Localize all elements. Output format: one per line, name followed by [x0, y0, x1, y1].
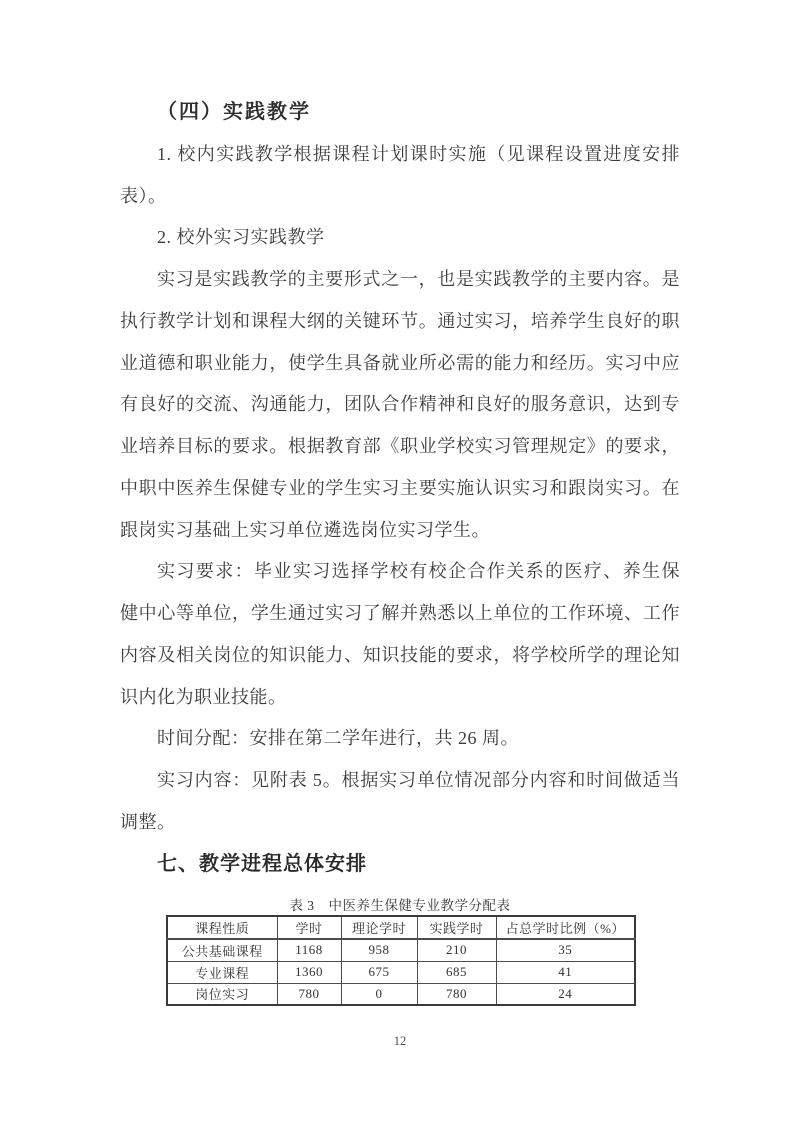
section-heading-practical-teaching: （四）实践教学 [157, 101, 311, 123]
column-header-hours: 学时 [277, 916, 341, 939]
body-line: 时间分配：安排在第二学年进行，共 26 周。 [157, 728, 519, 749]
page-number: 12 [393, 1034, 407, 1048]
body-line: 调整。 [120, 811, 176, 832]
body-line: 实习要求：毕业实习选择学校有校企合作关系的医疗、养生保 [157, 561, 680, 582]
table-cell: 1360 [277, 961, 341, 983]
column-header-percentage: 占总学时比例（%） [496, 916, 635, 939]
body-line: 执行教学计划和课程大纲的关键环节。通过实习，培养学生良好的职 [120, 310, 680, 331]
table-cell: 岗位实习 [167, 983, 277, 1005]
table-cell: 41 [496, 961, 635, 983]
body-text [120, 92, 680, 885]
table-cell: 专业课程 [167, 961, 277, 983]
body-line: 中职中医养生保健专业的学生实习主要实施认识实习和跟岗实习。在 [120, 477, 680, 498]
table-cell: 35 [496, 939, 635, 961]
table-cell: 675 [341, 961, 417, 983]
body-line: 有良好的交流、沟通能力，团队合作精神和良好的服务意识，达到专 [120, 394, 680, 415]
body-line: 内容及相关岗位的知识能力、知识技能的要求，将学校所学的理论知 [120, 644, 680, 665]
table-cell: 210 [417, 939, 496, 961]
table-cell: 780 [277, 983, 341, 1005]
body-line: 识内化为职业技能。 [120, 686, 287, 707]
table-cell: 24 [496, 983, 635, 1005]
table-caption: 表 3 中医养生保健专业教学分配表 [289, 898, 511, 913]
table-cell: 公共基础课程 [167, 939, 277, 961]
table-cell: 0 [341, 983, 417, 1005]
table-cell: 780 [417, 983, 496, 1005]
body-line: 业培养目标的要求。根据教育部《职业学校实习管理规定》的要求， [120, 436, 680, 456]
body-line: 跟岗实习基础上实习单位遴选岗位实习学生。 [120, 519, 490, 540]
column-header-theory-hours: 理论学时 [341, 916, 417, 939]
table-row [167, 961, 635, 983]
table-cell: 958 [341, 939, 417, 961]
column-header-course-type: 课程性质 [167, 916, 277, 939]
body-line: 业道德和职业能力，使学生具备就业所必需的能力和经历。实习中应 [120, 352, 680, 373]
table-header-row [167, 916, 635, 939]
column-header-practice-hours: 实践学时 [417, 916, 496, 939]
table-cell: 685 [417, 961, 496, 983]
body-line: 1. 校内实践教学根据课程计划课时实施（见课程设置进度安排 [157, 143, 680, 164]
body-line: 实习内容：见附表 5。根据实习单位情况部分内容和时间做适当 [157, 770, 680, 790]
body-line: 2. 校外实习实践教学 [157, 227, 325, 248]
table-row [167, 939, 635, 961]
body-line: 健中心等单位，学生通过实习了解并熟悉以上单位的工作环境、工作 [120, 603, 680, 623]
body-line: 表）。 [120, 185, 167, 206]
body-line: 实习是实践教学的主要形式之一，也是实践教学的主要内容。是 [157, 269, 680, 289]
table-row [167, 983, 635, 1005]
teaching-allocation-table [166, 915, 636, 1006]
section-heading-teaching-schedule: 七、教学进程总体安排 [157, 852, 367, 875]
table-cell: 1168 [277, 939, 341, 961]
